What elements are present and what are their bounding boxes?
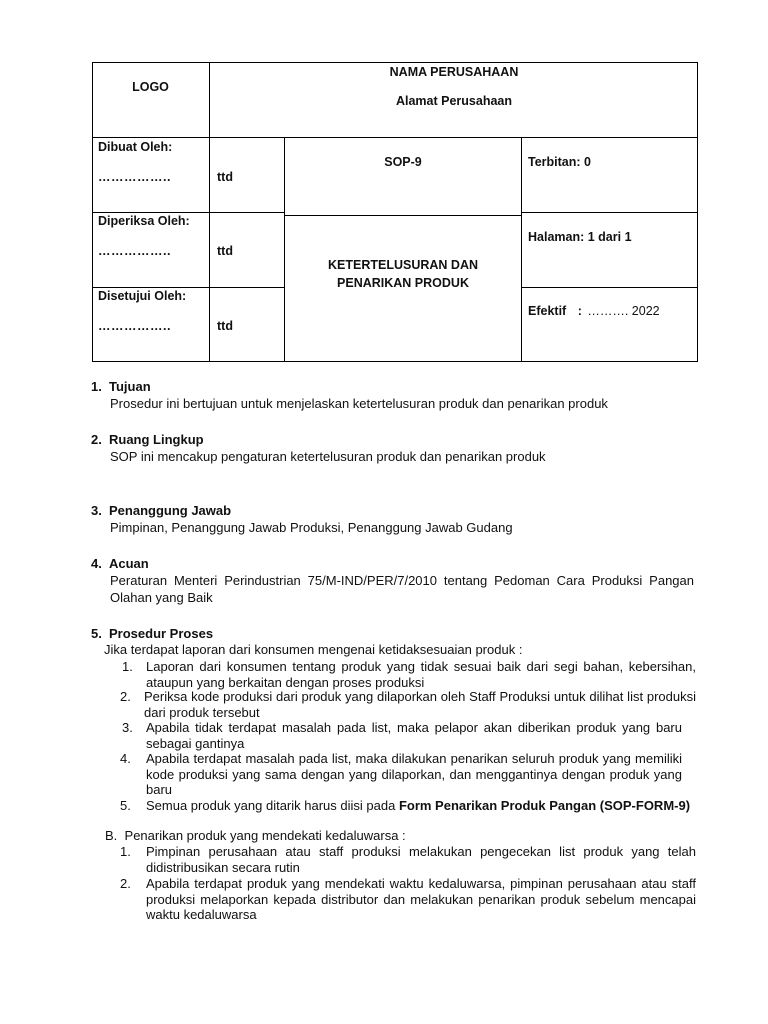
list-number: 1. xyxy=(122,659,133,674)
sop-code: SOP-9 xyxy=(384,155,422,169)
document-title-line1: KETERTELUSURAN DAN xyxy=(328,258,478,272)
logo-placeholder: LOGO xyxy=(132,80,169,94)
table-rule xyxy=(284,137,285,362)
made-by-label: Dibuat Oleh: xyxy=(98,140,173,154)
made-by-signature-line: …………….. xyxy=(98,170,171,184)
section-acuan xyxy=(91,556,701,606)
section-title: Penanggung Jawab xyxy=(109,503,232,518)
table-rule xyxy=(92,212,284,213)
table-rule xyxy=(521,287,698,288)
list-text: Apabila terdapat produk yang mendekati waktu kedaluwarsa, pimpinan perusahaan atau staff produksi melaporkan kepada distributor dan melakukan penarikan produk sebelum mencapai waktu kedaluwarsa xyxy=(146,876,696,922)
list-number: 5. xyxy=(120,798,131,813)
table-rule xyxy=(521,212,698,213)
approved-by-sign: ttd xyxy=(217,319,233,333)
section-tujuan xyxy=(91,379,701,412)
list-item xyxy=(122,720,682,751)
section-title: Acuan xyxy=(109,556,149,571)
section-b-label: B. xyxy=(105,828,118,843)
effective-colon: : xyxy=(577,304,582,318)
company-name: NAMA PERUSAHAAN xyxy=(389,65,519,79)
section-title: Prosedur Proses xyxy=(109,626,214,641)
section-b-heading xyxy=(105,828,406,843)
list-text: Pimpinan perusahaan atau staff produksi melakukan pengecekan list produk yang telah didistribusikan secara rutin xyxy=(146,844,696,875)
section-body: Pimpinan, Penanggung Jawab Produksi, Penanggung Jawab Gudang xyxy=(110,520,513,535)
section-number: 5. xyxy=(91,626,102,641)
list-text: Apabila tidak terdapat masalah pada list, maka pelapor akan diberikan produk yang baru sebagai gantinya xyxy=(146,720,682,751)
section-title: Tujuan xyxy=(109,379,151,394)
section-ruang-lingkup xyxy=(91,432,701,465)
document-title xyxy=(285,256,521,292)
list-text: Periksa kode produksi dari produk yang dilaporkan oleh Staff Produksi untuk dilihat list produksi dari produk tersebut xyxy=(144,689,696,720)
list-item xyxy=(120,844,696,875)
section-penanggung-jawab xyxy=(91,503,701,536)
section-heading xyxy=(91,556,701,571)
list-number: 3. xyxy=(122,720,133,735)
section-prosedur-proses xyxy=(91,626,701,641)
table-rule xyxy=(92,287,284,288)
section-heading xyxy=(91,503,701,518)
section-body: Peraturan Menteri Perindustrian 75/M-IND/PER/7/2010 tentang Pedoman Cara Produksi Pangan Olahan yang Baik xyxy=(110,573,694,605)
approved-by-signature-line: …………….. xyxy=(98,319,171,333)
form-reference: Form Penarikan Produk Pangan (SOP-FORM-9) xyxy=(398,798,691,813)
checked-by-signature-line: …………….. xyxy=(98,244,171,258)
list-number: 4. xyxy=(120,751,131,766)
list-number: 2. xyxy=(120,689,131,704)
list-number: 1. xyxy=(120,844,131,859)
effective-label: Efektif xyxy=(528,304,567,318)
table-rule xyxy=(521,137,522,362)
section-number: 4. xyxy=(91,556,102,571)
section-number: 2. xyxy=(91,432,102,447)
checked-by-label: Diperiksa Oleh: xyxy=(98,214,190,228)
effective-date xyxy=(528,304,660,318)
list-item xyxy=(120,689,696,720)
company-address: Alamat Perusahaan xyxy=(395,94,513,108)
section-title: Ruang Lingkup xyxy=(109,432,204,447)
page-number: Halaman: 1 dari 1 xyxy=(528,230,632,244)
approved-by-label: Disetujui Oleh: xyxy=(98,289,187,303)
effective-value: ………. 2022 xyxy=(587,304,660,318)
list-number: 2. xyxy=(120,876,131,891)
table-rule xyxy=(92,137,698,138)
list-text: Apabila terdapat masalah pada list, maka dilakukan penarikan seluruh produk yang memiliki kode produksi yang sama dengan yang dilaporkan, dan menggantinya dengan produk yang baru xyxy=(146,751,682,797)
list-item xyxy=(120,751,682,798)
list-item xyxy=(120,798,696,814)
table-rule xyxy=(284,215,521,216)
section-heading xyxy=(91,432,701,447)
section-heading xyxy=(91,379,701,394)
document-title-line2: PENARIKAN PRODUK xyxy=(337,276,469,290)
section-body: Prosedur ini bertujuan untuk menjelaskan ketertelusuran produk dan penarikan produk xyxy=(110,396,608,411)
list-text: Laporan dari konsumen tentang produk yang tidak sesuai baik dari segi bahan, kebersihan, ataupun yang berkaitan dengan proses produksi xyxy=(146,659,696,690)
list-text: Semua produk yang ditarik harus diisi pada xyxy=(146,798,399,813)
list-item xyxy=(120,876,696,923)
list-item xyxy=(122,659,696,690)
section-b-intro: Penarikan produk yang mendekati kedaluwarsa : xyxy=(124,828,406,843)
section-body: SOP ini mencakup pengaturan ketertelusuran produk dan penarikan produk xyxy=(110,449,546,464)
procedure-intro: Jika terdapat laporan dari konsumen mengenai ketidaksesuaian produk : xyxy=(104,642,523,657)
section-number: 1. xyxy=(91,379,102,394)
checked-by-sign: ttd xyxy=(217,244,233,258)
made-by-sign: ttd xyxy=(217,170,233,184)
section-heading xyxy=(91,626,701,641)
issue-number: Terbitan: 0 xyxy=(528,155,591,169)
section-number: 3. xyxy=(91,503,102,518)
